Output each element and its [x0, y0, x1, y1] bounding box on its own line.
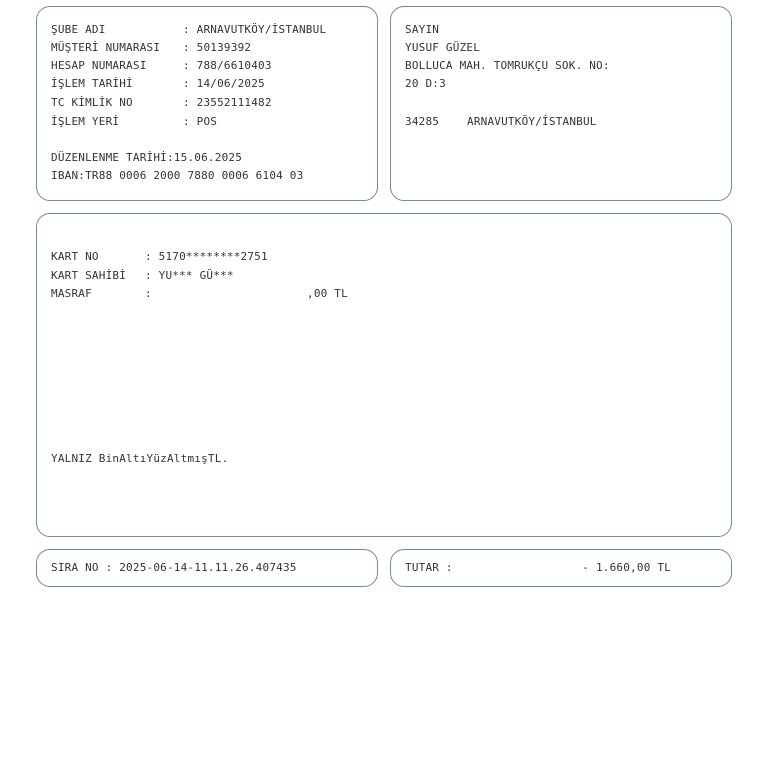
address-line-2: 20 D:3 — [405, 77, 446, 90]
address-box — [390, 6, 732, 201]
postal-code: 34285 — [405, 115, 440, 128]
hesap-row — [51, 59, 272, 73]
islem-tarihi-label: İŞLEM TARİHİ — [51, 77, 133, 90]
masraf-value: ,00 TL — [307, 287, 348, 300]
masraf-separator: : — [145, 287, 152, 300]
masraf-row — [51, 287, 348, 301]
musteri-label: MÜŞTERİ NUMARASI — [51, 41, 161, 54]
tutar-label: TUTAR : — [405, 561, 453, 574]
islem-yeri-row — [51, 115, 217, 129]
kart-no-value: : 5170********2751 — [145, 250, 268, 263]
duzenlenme-tarihi: DÜZENLENME TARİHİ:15.06.2025 — [51, 151, 243, 164]
sira-no: SIRA NO : 2025-06-14-11.11.26.407435 — [51, 561, 297, 574]
city: ARNAVUTKÖY/İSTANBUL — [467, 115, 597, 128]
kart-sahibi-row — [51, 269, 234, 283]
tutar-value: - 1.660,00 TL — [582, 561, 671, 574]
kart-no-row — [51, 250, 268, 264]
musteri-value: : 50139392 — [183, 41, 252, 54]
kart-sahibi-label: KART SAHİBİ — [51, 269, 127, 282]
sube-label: ŞUBE ADI — [51, 23, 106, 36]
address-line-1: BOLLUCA MAH. TOMRUKÇU SOK. NO: — [405, 59, 610, 72]
sube-value: : ARNAVUTKÖY/İSTANBUL — [183, 23, 327, 36]
tc-label: TC KİMLİK NO — [51, 96, 133, 109]
musteri-row — [51, 41, 251, 55]
postal-city-row — [405, 115, 597, 129]
islem-yeri-label: İŞLEM YERİ — [51, 115, 120, 128]
islem-yeri-value: : POS — [183, 115, 218, 128]
sira-no-box — [36, 549, 378, 587]
customer-name: YUSUF GÜZEL — [405, 41, 481, 54]
hesap-label: HESAP NUMARASI — [51, 59, 147, 72]
card-detail-box — [36, 213, 732, 537]
masraf-label: MASRAF — [51, 287, 92, 300]
tc-value: : 23552111482 — [183, 96, 272, 109]
tutar-box — [390, 549, 732, 587]
kart-no-label: KART NO — [51, 250, 99, 263]
sube-row — [51, 23, 326, 37]
sayin-label: SAYIN — [405, 23, 440, 36]
kart-sahibi-value: : YU*** GÜ*** — [145, 269, 234, 282]
hesap-value: : 788/6610403 — [183, 59, 272, 72]
islem-tarihi-row — [51, 77, 265, 91]
iban: IBAN:TR88 0006 2000 7880 0006 6104 03 — [51, 169, 304, 182]
branch-info-box — [36, 6, 378, 201]
islem-tarihi-value: : 14/06/2025 — [183, 77, 265, 90]
yalniz-amount-words: YALNIZ BinAltıYüzAltmışTL. — [51, 452, 229, 465]
tc-row — [51, 96, 272, 110]
